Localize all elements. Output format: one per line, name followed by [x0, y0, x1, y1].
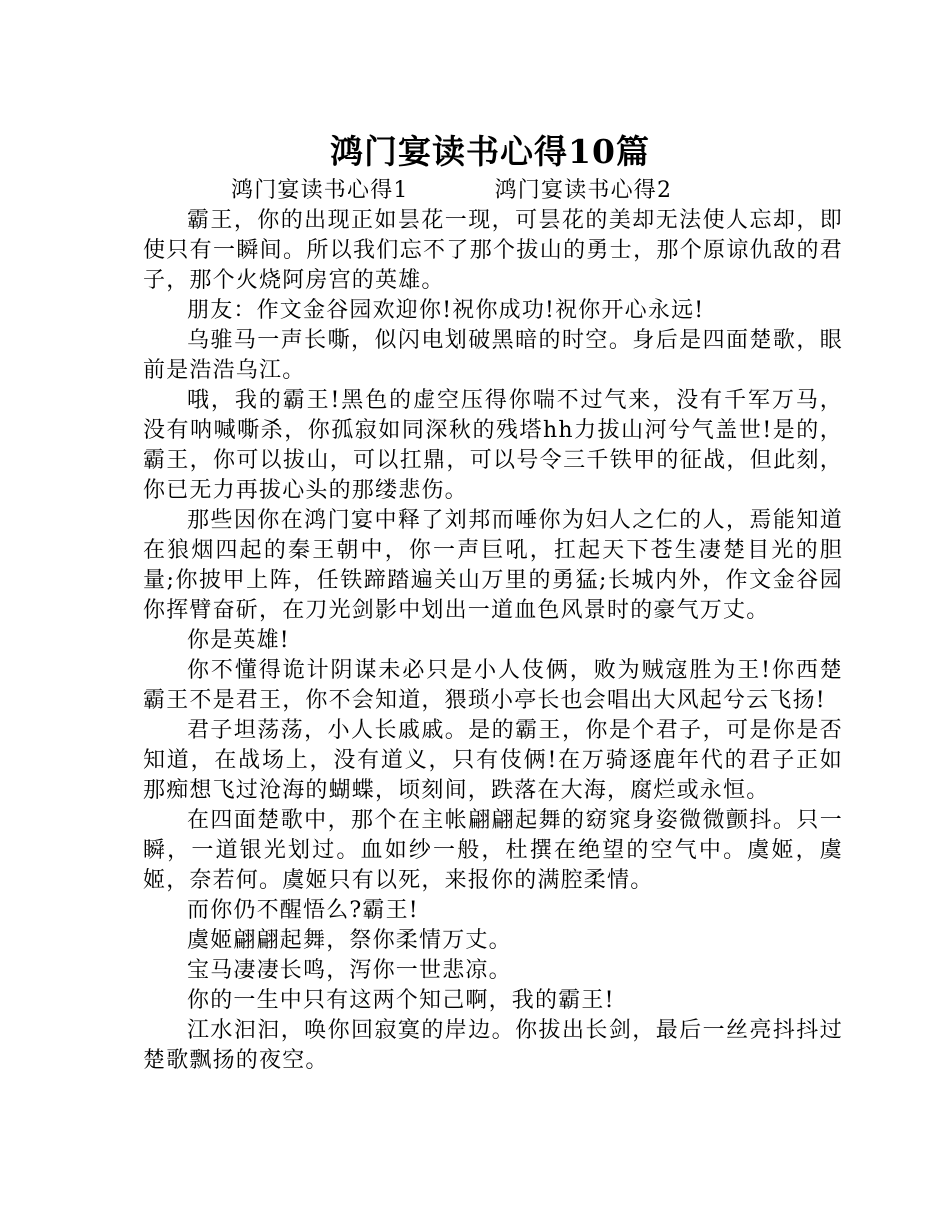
paragraph: 虞姬翩翩起舞，祭你柔情万丈。 — [187, 928, 512, 953]
paragraph: 江水汩汩，唤你回寂寞的岸边。你拔出长剑，最后一丝亮抖抖过楚歌飘扬的夜空。 — [143, 1018, 843, 1073]
subtitle-line — [143, 176, 843, 206]
paragraph: 朋友：作文金谷园欢迎你!祝你成功!祝你开心永远! — [187, 298, 705, 323]
paragraph: 哦，我的霸王!黑色的虚空压得你喘不过气来，没有千军万马，没有呐喊嘶杀，你孤寂如同深秋的残塔hh力拔山河兮气盖世!是的，霸王，你可以拔山，可以扛鼎，可以号令三千铁甲的征战，但此刻，你已无力再拔心头的那缕悲伤。 — [143, 388, 843, 503]
paragraph: 在四面楚歌中，那个在主帐翩翩起舞的窈窕身姿微微颤抖。只一瞬，一道银光划过。血如纱一般，杜撰在绝望的空气中。虞姬，虞姬，奈若何。虞姬只有以死，来报你的满腔柔情。 — [143, 808, 843, 893]
paragraph: 宝马凄凄长鸣，泻你一世悲凉。 — [187, 958, 512, 983]
subtitle-2: 鸿门宴读书心得2 — [494, 178, 673, 203]
paragraph: 你不懂得诡计阴谋未必只是小人伎俩，败为贼寇胜为王!你西楚霸王不是君王，你不会知道，猥琐小亭长也会唱出大风起兮云飞扬! — [143, 658, 843, 713]
subtitle-1: 鸿门宴读书心得1 — [231, 178, 409, 203]
paragraph: 而你仍不醒悟么?霸王! — [187, 898, 419, 923]
document-body — [143, 176, 843, 1076]
paragraph: 君子坦荡荡，小人长戚戚。是的霸王，你是个君子，可是你是否知道，在战场上，没有道义，只有伎俩!在万骑逐鹿年代的君子正如那痴想飞过沧海的蝴蝶，顷刻间，跌落在大海，腐烂或永恒。 — [143, 718, 843, 803]
paragraph: 那些因你在鸿门宴中释了刘邦而唾你为妇人之仁的人，焉能知道在狼烟四起的秦王朝中，你一声巨吼，扛起天下苍生凄楚目光的胆量;你披甲上阵，任铁蹄踏遍关山万里的勇猛;长城内外，作文金谷园你挥臂奋斫，在刀光剑影中划出一道血色风景时的豪气万丈。 — [143, 508, 843, 623]
paragraph: 乌骓马一声长嘶，似闪电划破黑暗的时空。身后是四面楚歌，眼前是浩浩乌江。 — [143, 328, 843, 383]
paragraph: 你的一生中只有这两个知己啊，我的霸王! — [187, 988, 615, 1013]
paragraph: 你是英雄! — [187, 628, 290, 653]
document-title: 鸿门宴读书心得10篇 — [330, 132, 650, 171]
paragraph: 霸王，你的出现正如昙花一现，可昙花的美却无法使人忘却，即使只有一瞬间。所以我们忘不了那个拔山的勇士，那个原谅仇敌的君子，那个火烧阿房宫的英雄。 — [143, 208, 843, 293]
